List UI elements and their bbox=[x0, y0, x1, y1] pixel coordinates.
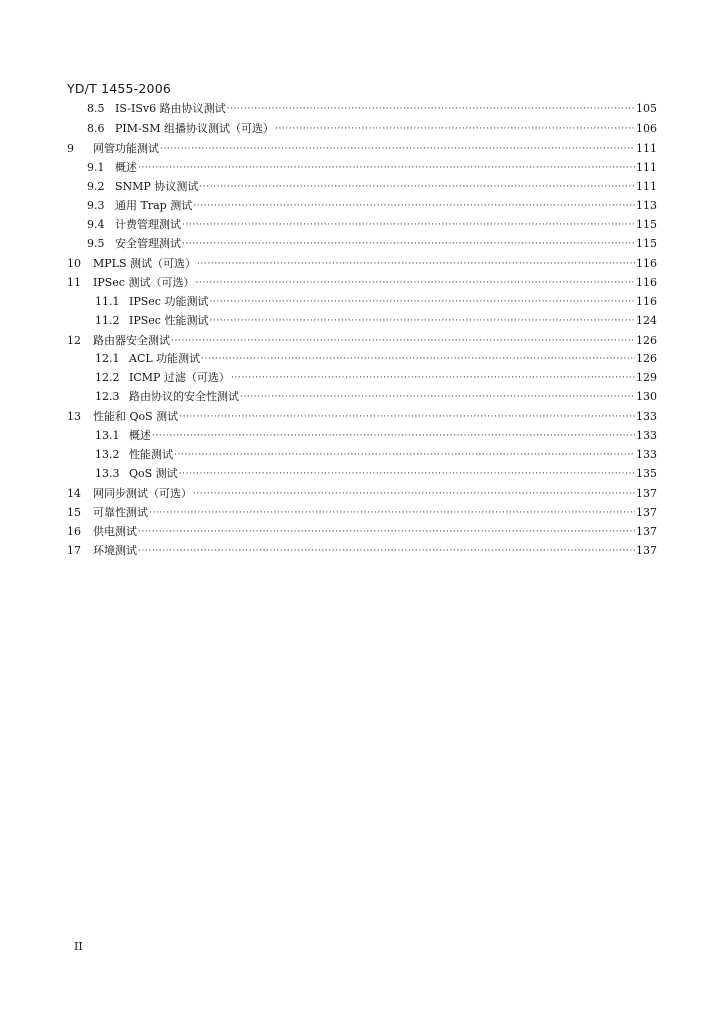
toc-entry-number: 11 bbox=[67, 276, 81, 289]
toc-entry-number: 9.1 bbox=[87, 161, 105, 174]
toc-entry-12-3 bbox=[95, 388, 657, 406]
toc-entry-number: 11.2 bbox=[95, 314, 120, 327]
toc-entry-title: IPSec 测试（可选） bbox=[93, 276, 195, 289]
toc-leader-dots bbox=[149, 504, 635, 522]
toc-entry-page: 129 bbox=[636, 371, 657, 384]
toc-leader-dots bbox=[171, 332, 635, 350]
toc-leader-dots bbox=[227, 100, 635, 118]
toc-entry-9-2 bbox=[87, 178, 657, 196]
toc-leader-dots bbox=[193, 197, 635, 215]
toc-entry-number: 13.1 bbox=[95, 429, 120, 442]
toc-entry-12-1 bbox=[95, 350, 657, 368]
toc-leader-dots bbox=[182, 216, 635, 234]
toc-leader-dots bbox=[201, 350, 635, 368]
toc-entry-title: 网同步测试（可选） bbox=[93, 487, 192, 500]
toc-entry-page: 106 bbox=[636, 122, 657, 135]
toc-entry-number: 8.6 bbox=[87, 122, 105, 135]
toc-leader-dots bbox=[197, 255, 635, 273]
toc-entry-title: 路由器安全测试 bbox=[93, 334, 170, 347]
toc-entry-number: 9.4 bbox=[87, 218, 105, 231]
toc-entry-10 bbox=[67, 255, 657, 273]
toc-leader-dots bbox=[160, 140, 635, 158]
toc-leader-dots bbox=[193, 485, 635, 503]
toc-entry-title: 性能测试 bbox=[129, 448, 173, 461]
toc-entry-title: 可靠性测试 bbox=[93, 506, 148, 519]
toc-entry-title: PIM-SM 组播协议测试（可选） bbox=[115, 122, 275, 135]
toc-entry-number: 17 bbox=[67, 544, 81, 557]
toc-entry-number: 10 bbox=[67, 257, 81, 270]
toc-entry-title: QoS 测试 bbox=[129, 467, 178, 480]
toc-entry-page: 115 bbox=[636, 237, 657, 250]
toc-entry-9-3 bbox=[87, 197, 657, 215]
toc-entry-number: 15 bbox=[67, 506, 81, 519]
toc-leader-dots bbox=[199, 178, 635, 196]
toc-entry-title: IPSec 性能测试 bbox=[129, 314, 209, 327]
toc-entry-9-5 bbox=[87, 235, 657, 253]
toc-entry-number: 13.3 bbox=[95, 467, 120, 480]
toc-entry-number: 12 bbox=[67, 334, 81, 347]
toc-entry-page: 111 bbox=[636, 142, 657, 155]
toc-entry-title: IS-ISv6 路由协议测试 bbox=[115, 102, 226, 115]
toc-entry-number: 13 bbox=[67, 410, 81, 423]
toc-entry-13-2 bbox=[95, 446, 657, 464]
toc-entry-13-3 bbox=[95, 465, 657, 483]
toc-entry-title: 概述 bbox=[115, 161, 137, 174]
toc-entry-page: 137 bbox=[636, 487, 657, 500]
toc-entry-page: 113 bbox=[636, 199, 657, 212]
toc-entry-title: MPLS 测试（可选） bbox=[93, 257, 197, 270]
toc-entry-number: 9 bbox=[67, 142, 74, 155]
toc-leader-dots bbox=[231, 369, 635, 387]
toc-entry-page: 126 bbox=[636, 352, 657, 365]
toc-entry-title: 环境测试 bbox=[93, 544, 137, 557]
toc-entry-number: 9.3 bbox=[87, 199, 105, 212]
toc-entry-13 bbox=[67, 408, 657, 426]
toc-entry-12 bbox=[67, 332, 657, 350]
toc-entry-page: 133 bbox=[636, 429, 657, 442]
toc-entry-number: 12.1 bbox=[95, 352, 120, 365]
toc-entry-page: 111 bbox=[636, 161, 657, 174]
toc-entry-title: 安全管理测试 bbox=[115, 237, 181, 250]
toc-entry-11-1 bbox=[95, 293, 657, 311]
toc-entry-page: 137 bbox=[636, 506, 657, 519]
toc-entry-number: 12.2 bbox=[95, 371, 120, 384]
toc-entry-11 bbox=[67, 274, 657, 292]
toc-entry-page: 126 bbox=[636, 334, 657, 347]
toc-entry-page: 133 bbox=[636, 410, 657, 423]
toc-entry-number: 13.2 bbox=[95, 448, 120, 461]
toc-entry-16 bbox=[67, 523, 657, 541]
toc-leader-dots bbox=[138, 523, 635, 541]
toc-entry-13-1 bbox=[95, 427, 657, 445]
toc-leader-dots bbox=[182, 235, 635, 253]
toc-leader-dots bbox=[275, 120, 635, 138]
toc-leader-dots bbox=[240, 388, 635, 406]
toc-entry-9-1 bbox=[87, 159, 657, 177]
toc-entry-title: 概述 bbox=[129, 429, 151, 442]
toc-entry-9 bbox=[67, 140, 657, 158]
toc-entry-title: 网管功能测试 bbox=[93, 142, 159, 155]
toc-entry-number: 9.5 bbox=[87, 237, 105, 250]
toc-entry-page: 124 bbox=[636, 314, 657, 327]
toc-leader-dots bbox=[209, 312, 635, 330]
toc-entry-14 bbox=[67, 485, 657, 503]
toc-entry-page: 115 bbox=[636, 218, 657, 231]
page-number: II bbox=[74, 940, 83, 953]
toc-entry-number: 14 bbox=[67, 487, 81, 500]
toc-entry-title: ICMP 过滤（可选） bbox=[129, 371, 230, 384]
toc-entry-page: 116 bbox=[636, 257, 657, 270]
toc-entry-number: 9.2 bbox=[87, 180, 105, 193]
toc-entry-12-2 bbox=[95, 369, 657, 387]
toc-entry-page: 116 bbox=[636, 276, 657, 289]
toc-entry-15 bbox=[67, 504, 657, 522]
toc-entry-title: 性能和 QoS 测试 bbox=[93, 410, 179, 423]
toc-leader-dots bbox=[179, 408, 635, 426]
toc-entry-title: 计费管理测试 bbox=[115, 218, 181, 231]
toc-entry-page: 135 bbox=[636, 467, 657, 480]
toc-entry-8-6 bbox=[87, 120, 657, 138]
document-header-code: YD/T 1455-2006 bbox=[67, 81, 172, 96]
toc-entry-page: 137 bbox=[636, 525, 657, 538]
toc-entry-page: 105 bbox=[636, 102, 657, 115]
toc-leader-dots bbox=[152, 427, 635, 445]
toc-entry-title: 供电测试 bbox=[93, 525, 137, 538]
toc-entry-title: 路由协议的安全性测试 bbox=[129, 390, 239, 403]
toc-entry-11-2 bbox=[95, 312, 657, 330]
toc-entry-page: 111 bbox=[636, 180, 657, 193]
toc-entry-page: 133 bbox=[636, 448, 657, 461]
toc-entry-number: 11.1 bbox=[95, 295, 120, 308]
toc-entry-number: 16 bbox=[67, 525, 81, 538]
toc-leader-dots bbox=[138, 159, 635, 177]
toc-entry-17 bbox=[67, 542, 657, 560]
toc-entry-9-4 bbox=[87, 216, 657, 234]
toc-entry-page: 116 bbox=[636, 295, 657, 308]
toc-entry-8-5 bbox=[87, 100, 657, 118]
toc-entry-number: 12.3 bbox=[95, 390, 120, 403]
toc-leader-dots bbox=[179, 465, 635, 483]
toc-entry-page: 130 bbox=[636, 390, 657, 403]
toc-entry-title: ACL 功能测试 bbox=[129, 352, 201, 365]
toc-entry-title: 通用 Trap 测试 bbox=[115, 199, 193, 212]
toc-leader-dots bbox=[209, 293, 635, 311]
toc-leader-dots bbox=[138, 542, 635, 560]
toc-entry-title: SNMP 协议测试 bbox=[115, 180, 199, 193]
toc-entry-page: 137 bbox=[636, 544, 657, 557]
toc-leader-dots bbox=[195, 274, 635, 292]
toc-leader-dots bbox=[174, 446, 635, 464]
toc-entry-number: 8.5 bbox=[87, 102, 105, 115]
toc-entry-title: IPSec 功能测试 bbox=[129, 295, 209, 308]
